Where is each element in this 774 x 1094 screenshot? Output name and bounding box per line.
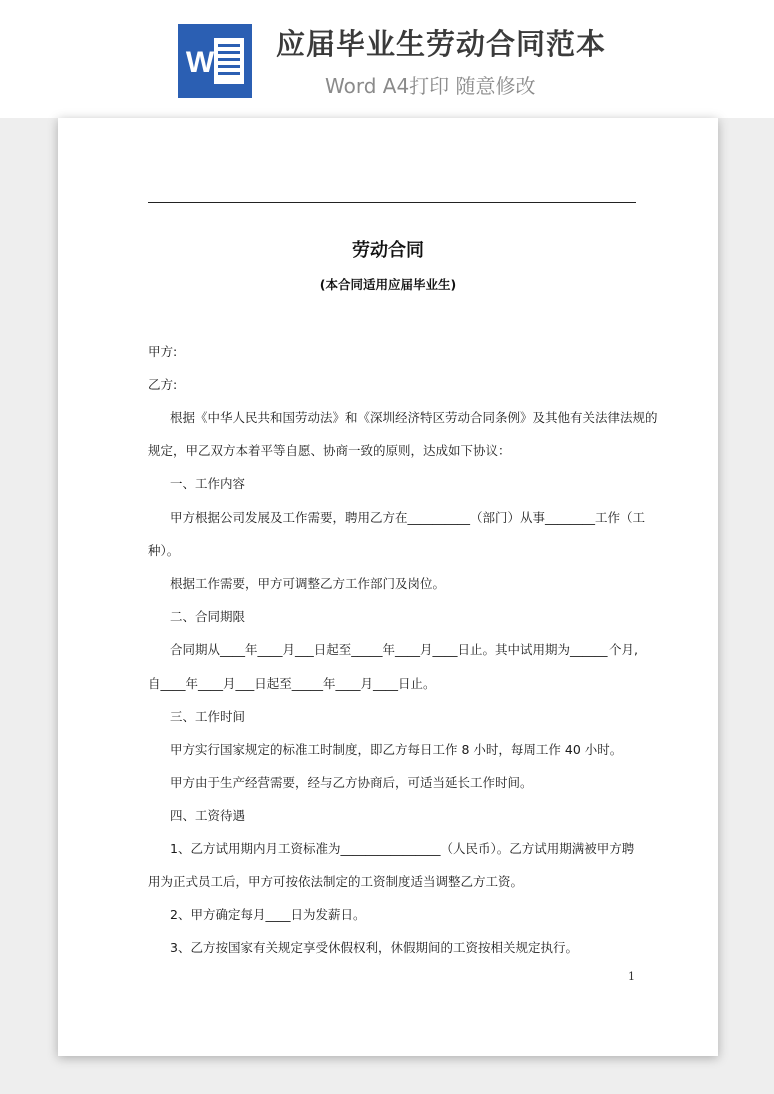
header-banner <box>0 0 774 118</box>
section-1-heading: 一、工作内容 <box>170 476 246 491</box>
section-3-heading: 三、工作时间 <box>170 709 246 724</box>
section-1-para-1-end: 工 <box>632 510 646 525</box>
section-2-para-1 <box>170 640 638 658</box>
section-2-para-1-end: 个月, <box>609 642 638 657</box>
word-icon-letter: W <box>185 46 215 79</box>
section-2-heading: 二、合同期限 <box>170 609 246 624</box>
section-1-para-1-cont: 种）。 <box>148 543 180 558</box>
intro-line-2: 规定，甲乙双方本着平等自愿、协商一致的原则，达成如下协议： <box>148 443 511 458</box>
document-page <box>58 118 718 1056</box>
section-4-para-3: 3、乙方按国家有关规定享受休假权利，休假期间的工资按相关规定执行。 <box>170 940 578 955</box>
party-b-line: 乙方: <box>148 377 178 392</box>
section-4-heading: 四、工资待遇 <box>170 808 246 823</box>
banner-title: 应届毕业生劳动合同范本 <box>276 27 607 61</box>
section-4-para-1: 1、乙方试用期内月工资标准为________________（人民币）。乙方试用期满被甲方聘 <box>170 841 635 856</box>
word-icon <box>178 24 252 98</box>
section-3-para-2: 甲方由于生产经营需要，经与乙方协商后，可适当延长工作时间。 <box>170 775 533 790</box>
doc-subtitle: (本合同适用应届毕业生) <box>319 277 457 292</box>
section-4-para-1-cont: 用为正式员工后，甲方可按依法制定的工资制度适当调整乙方工资。 <box>148 874 524 889</box>
section-2-para-1-text: 合同期从____年____月___日起至_____年____月____日止。其中试用期为______ <box>170 642 608 657</box>
page-number: 1 <box>628 970 635 983</box>
doc-title: 劳动合同 <box>352 240 424 261</box>
section-3-para-1: 甲方实行国家规定的标准工时制度，即乙方每日工作 8 小时，每周工作 40 小时。 <box>170 742 623 757</box>
intro-line-1: 根据《中华人民共和国劳动法》和《深圳经济特区劳动合同条例》及其他有关法律法规的 <box>170 410 658 425</box>
header-rule <box>148 202 636 203</box>
party-a-line: 甲方: <box>148 344 178 359</box>
section-1-para-1 <box>170 508 646 526</box>
section-1-para-2: 根据工作需要，甲方可调整乙方工作部门及岗位。 <box>170 576 446 591</box>
section-2-para-1-cont: 自____年____月___日起至_____年____月____日止。 <box>148 676 436 691</box>
section-1-para-1-text: 甲方根据公司发展及工作需要，聘用乙方在__________（部门）从事________工作（ <box>170 510 633 525</box>
section-4-para-2: 2、甲方确定每月____日为发薪日。 <box>170 907 366 922</box>
banner-subtitle: Word A4打印 随意修改 <box>325 74 536 98</box>
